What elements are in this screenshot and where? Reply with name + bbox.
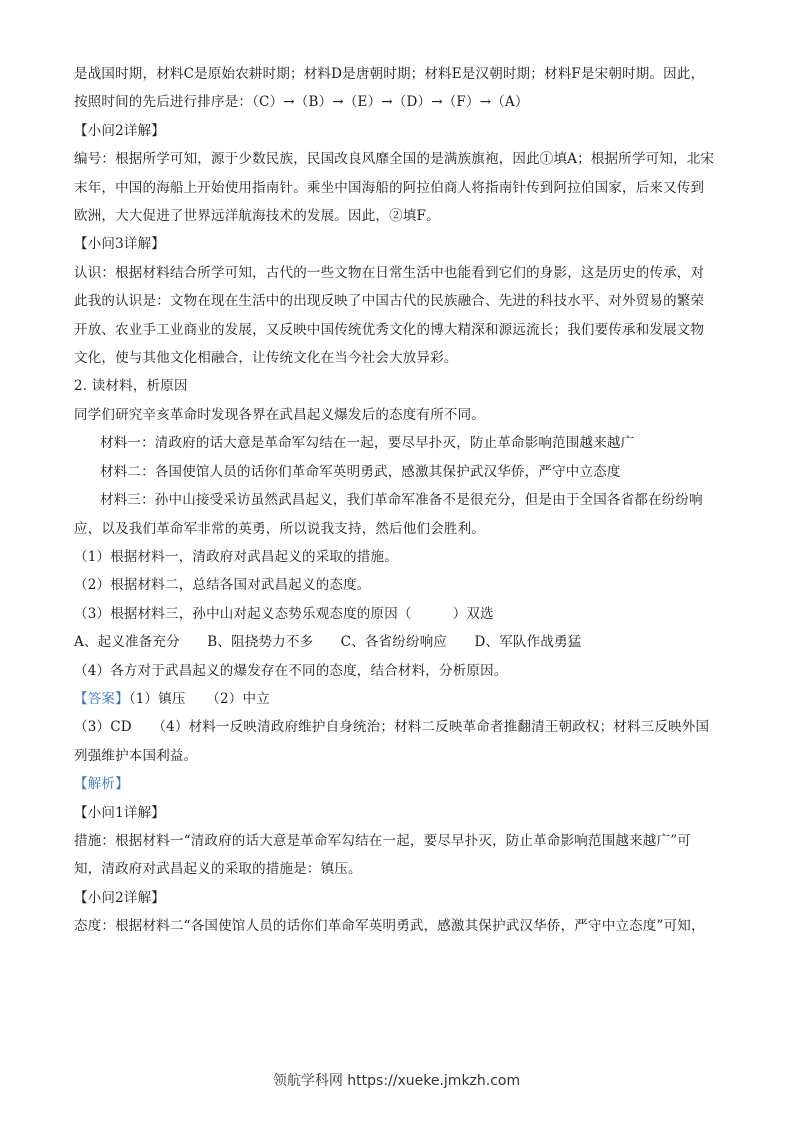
material-1: 材料一：清政府的话大意是革命军勾结在一起，要尽早扑灭，防止革命影响范围越来越广 — [100, 435, 635, 452]
answer-line — [74, 685, 724, 713]
text-line: 末年，中国的海船上开始使用指南针。乘坐中国海船的阿拉伯商人将指南针传到阿拉伯国家，后来又传到 — [74, 179, 705, 196]
text-line: 措施：根据材料一“清政府的话大意是革命军勾结在一起，要尽早扑灭，防止革命影响范围越来越广”可 — [74, 832, 692, 849]
sub-question-1: （1）根据材料一，清政府对武昌起义的采取的措施。 — [74, 548, 398, 565]
sub-question-2: （2）根据材料二，总结各国对武昌起义的态度。 — [74, 577, 371, 594]
sub-question-4: （4）各方对于武昌起义的爆发存在不同的态度，结合材料，分析原因。 — [74, 662, 508, 679]
answer-text: （1）镇压 （2）中立 — [128, 690, 270, 707]
text-line: 知，清政府对武昌起义的采取的措施是：镇压。 — [74, 861, 362, 878]
text-line: 欧洲，大大促进了世界远洋航海技术的发展。因此，②填F。 — [74, 208, 440, 225]
material-2: 材料二：各国使馆人员的话你们革命军英明勇武，感激其保护武汉华侨，严守中立态度 — [100, 463, 621, 480]
question-title: 2. 读材料，析原因 — [74, 378, 188, 395]
document-body — [74, 60, 724, 941]
material-3: 材料三：孙中山接受采访虽然武昌起义，我们革命军准备不是很充分，但是由于全国各省都在纷纷响 — [100, 492, 703, 509]
footer-watermark: 领航学科网 https://xueke.jmkzh.com — [272, 1073, 521, 1089]
sub-question-3: （3）根据材料三，孙中山对起义态势乐观态度的原因（ ）双选 — [74, 605, 494, 622]
answer-options: A、起义准备充分 B、阻挠势力不多 C、各省纷纷响应 D、军队作战勇猛 — [74, 634, 582, 651]
text-line: 认识：根据材料结合所学可知，古代的一些文物在日常生活中也能看到它们的身影，这是历史的传承，对 — [74, 264, 705, 281]
section-heading: 【小问2详解】 — [74, 122, 165, 139]
section-heading: 【小问2详解】 — [74, 889, 165, 906]
text-line: 是战国时期，材料C是原始农耕时期；材料D是唐朝时期；材料E是汉朝时期；材料F是宋朝时期。因此， — [74, 66, 705, 82]
text-line: 此我的认识是：文物在现在生活中的出现反映了中国古代的民族融合、先进的科技水平、对外贸易的繁荣 — [74, 293, 705, 310]
section-heading: 【小问1详解】 — [74, 804, 165, 821]
answer-line: （3）CD （4）材料一反映清政府维护自身统治；材料二反映革命者推翻清王朝政权；材料三反映外国 — [74, 719, 710, 736]
text-line: 开放、农业手工业商业的发展，又反映中国传统优秀文化的博大精深和源远流长；我们要传承和发展文物 — [74, 321, 705, 338]
answer-label: 【答案】 — [74, 690, 129, 707]
text-line: 态度：根据材料二“各国使馆人员的话你们革命军英明勇武，感激其保护武汉华侨，严守中立态度”可知， — [74, 918, 705, 935]
analysis-label: 【解析】 — [74, 776, 129, 793]
answer-line: 列强维护本国利益。 — [74, 747, 198, 764]
text-line: 同学们研究辛亥革命时发现各界在武昌起义爆发后的态度有所不同。 — [74, 406, 485, 423]
text-line: 文化，使与其他文化相融合，让传统文化在当今社会大放异彩。 — [74, 350, 458, 367]
text-line: 编号：根据所学可知，源于少数民族，民国改良风靡全国的是满族旗袍，因此①填A；根据所学可知，北宋 — [74, 151, 715, 168]
text-line: 应，以及我们革命军非常的英勇，所以说我支持，然后他们会胜利。 — [74, 520, 485, 537]
section-heading: 【小问3详解】 — [74, 236, 165, 253]
text-line: 按照时间的先后进行排序是：（C）→（B）→（E）→（D）→（F）→（A） — [74, 94, 529, 111]
